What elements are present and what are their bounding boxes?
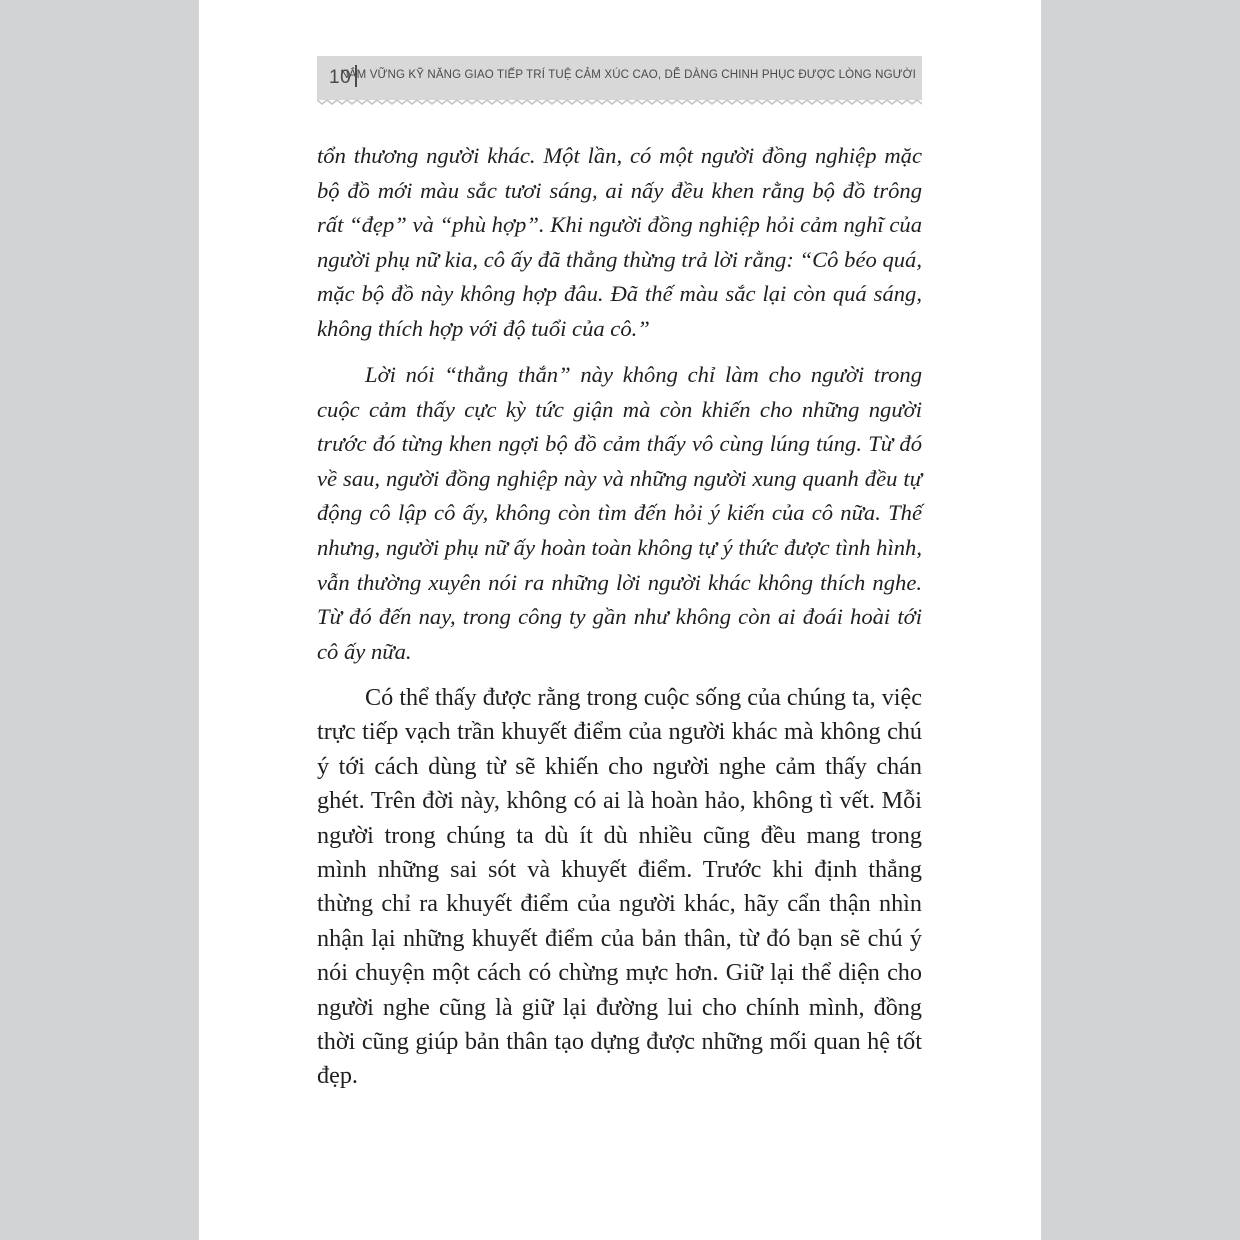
running-title: NẮM VỮNG KỸ NĂNG GIAO TIẾP TRÍ TUỆ CẢM XÚC CAO, DỄ DÀNG CHINH PHỤC ĐƯỢC LÒNG NGƯỜI [340, 69, 916, 81]
page-number: 10 [329, 67, 352, 88]
body-paragraph: Có thể thấy được rằng trong cuộc sống của chúng ta, việc trực tiếp vạch trần khuyết điểm của người khác mà không chú ý tới cách dùng từ sẽ khiến cho người nghe cảm thấy chán ghét. Trên đời này, không có ai là hoàn hảo, không tì vết. Mỗi người trong chúng ta dù ít dù nhiều cũng đều mang trong mình những sai sót và khuyết điểm. Trước khi định thẳng thừng chỉ ra khuyết điểm của người khác, hãy cẩn thận nhìn nhận lại những khuyết điểm của bản thân, từ đó bạn sẽ chú ý nói chuyện một cách có chừng mực hơn. Giữ lại thể diện cho người nghe cũng là giữ lại đường lui cho chính mình, đồng thời cũng giúp bản thân tạo dựng được những mối quan hệ tốt đẹp. [317, 684, 922, 1090]
page-header [317, 56, 922, 100]
quote-paragraph-1: tổn thương người khác. Một lần, có một người đồng nghiệp mặc bộ đồ mới màu sắc tươi sáng, ai nấy đều khen rằng bộ đồ trông rất “đẹp” và “phù hợp”. Khi người đồng nghiệp hỏi cảm nghĩ của người phụ nữ kia, cô ấy đã thẳng thừng trả lời rằng: “Cô béo quá, mặc bộ đồ này không hợp đâu. Đã thế màu sắc lại còn quá sáng, không thích hợp với độ tuổi của cô.” [317, 143, 922, 341]
quote-paragraph-2: Lời nói “thẳng thắn” này không chỉ làm cho người trong cuộc cảm thấy cực kỳ tức giận mà còn khiến cho những người trước đó từng khen ngợi bộ đồ cảm thấy vô cùng lúng túng. Từ đó về sau, người đồng nghiệp này và những người xung quanh đều tự động cô lập cô ấy, không còn tìm đến hỏi ý kiến của cô nữa. Thế nhưng, người phụ nữ ấy hoàn toàn không tự ý thức được tình hình, vẫn thường xuyên nói ra những lời người khác không thích nghe. Từ đó đến nay, trong công ty gần như không còn ai đoái hoài tới cô ấy nữa. [317, 362, 922, 664]
book-page [199, 0, 1041, 1240]
header-zigzag-edge [317, 99, 922, 105]
